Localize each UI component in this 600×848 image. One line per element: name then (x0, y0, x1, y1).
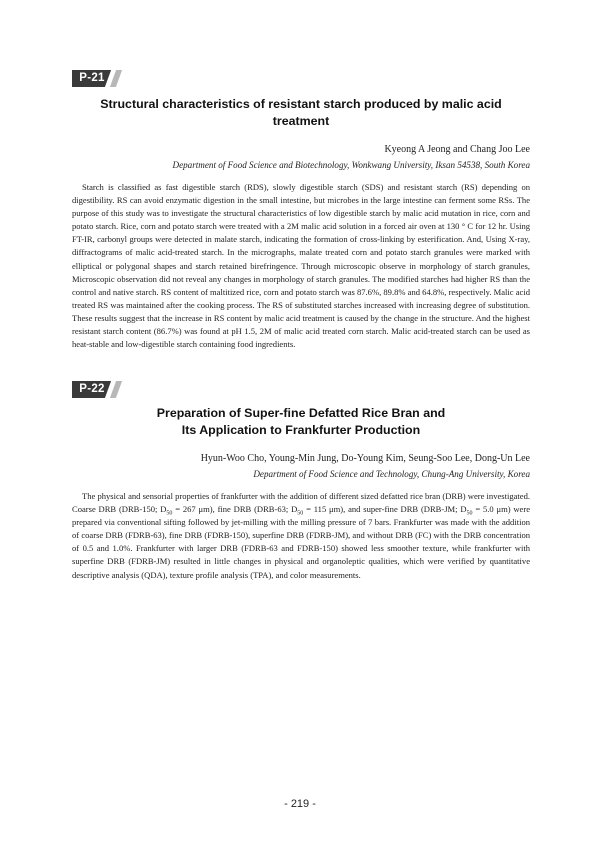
abstract-affiliation: Department of Food Science and Technology, Chung-Ang University, Korea (253, 469, 530, 479)
badge-label: P-21 (72, 70, 112, 87)
abstract-badge-p21 (72, 70, 122, 87)
page-number: - 219 - (284, 798, 316, 810)
abstract-body: Starch is classified as fast digestible starch (RDS), slowly digestible starch (SDS) and resistant starch (RS) depending on digestibility. RS can avoid enzymatic digestion in the small intestine, but microbes in the large intestine can ferment some RSs. The purpose of this study was to investigate the structural characteristics of low digestible starch by malic acid mutation in rice, corn and potato starch. Rice, corn and potato starch were treated with a 2M malic acid solution in a forced air oven at 130 ° C for 12 hr. Using FT-IR, carbonyl groups were detected in malate starch, indicating the formation of cross-linking by esterification. And, Using X-ray, diffractograms of malic acid-treated starch. In the micrographs, malate treated corn and potato starch granules were marked with elliptical or polygonal shapes and starch retained birefringence. Through microscopic observe in morphology of starch granules, Microscopic observation did not reveal any changes in morphology of starch granules. The modified starches had higher RS than the control and native starch. RS content of maltitized rice, corn and potato starch was 87.6%, 89.8% and 64.8%, respectively. Malic acid treated RS was maintained after the cooking process. The RS of substituted starches increased with increasing degree of substitution. These results suggest that the increase in RS content by malic acid treatment is caused by the change in the structure. And the highest resistant starch content (86.7%) was found at pH 1.5, 2M of malic acid treated corn starch. Malic acid-treated starch can be used as heat-stable and low-digestible starch containing food ingredients. (72, 182, 530, 350)
abstract-p22 (72, 405, 530, 582)
badge-label: P-22 (72, 381, 112, 398)
abstract-authors: Hyun-Woo Cho, Young-Min Jung, Do-Young Kim, Seung-Soo Lee, Dong-Un Lee (200, 453, 530, 464)
abstract-badge-p22 (72, 381, 122, 398)
abstract-p21 (72, 96, 530, 351)
abstract-title: Structural characteristics of resistant starch produced by malic acid treatment (100, 97, 502, 128)
abstract-authors: Kyeong A Jeong and Chang Joo Lee (384, 144, 530, 155)
abstract-affiliation: Department of Food Science and Biotechnology, Wonkwang University, Iksan 54538, South Korea (172, 160, 530, 170)
abstract-body: The physical and sensorial properties of frankfurter with the addition of different sized defatted rice bran (DRB) were investigated. Coarse DRB (DRB-150; $D_{50} = 267$ μm), fine DRB (DRB-63; $D_{50} = 115$ μm), and super-fine DRB (DRB-JM; $D_{50} = 5.0$ μm) were prepared via conventional sifting followed by jet-milling with the milling pressure of 7 bars. Frankfurter was made with the addition of coarse DRB (FDRB-63), fine DRB (FDRB-150), superfine DRB (FDRB-JM), and without DRB (FC) with the DRB concentration of 0.5 and 1.0%. Frankfurter with larger DRB (FDRB-63 and FDRB-150) showed less smoother texture, while frankfurter with superfine DRB (FDRB-JM) resulted in little changes in physical and organoleptic qualities, which were verified by quantitative descriptive analysis (QDA), texture profile analysis (TPA), and color measurements. (72, 491, 530, 580)
abstract-title: Preparation of Super-fine Defatted Rice Bran and Its Application to Frankfurter Production (156, 406, 446, 437)
